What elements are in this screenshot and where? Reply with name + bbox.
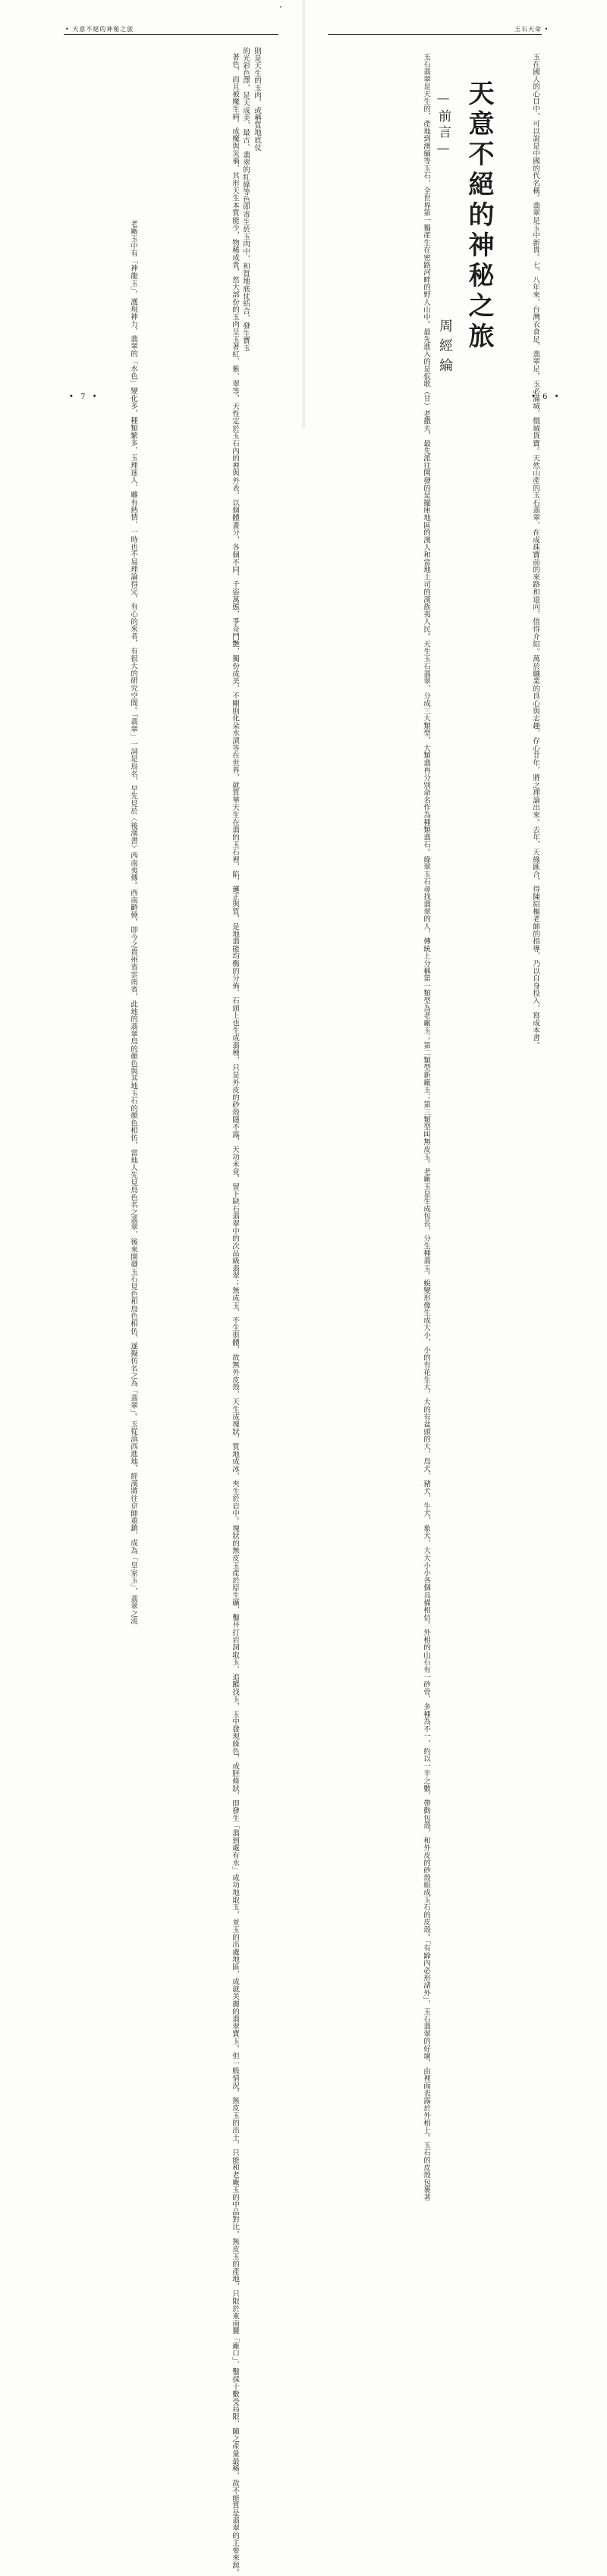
right-page-number: • 6 • bbox=[531, 393, 561, 401]
right-header-rule bbox=[328, 34, 542, 35]
chapter-title: 天意不絕的神秘之旅 bbox=[464, 80, 494, 353]
left-page-number: • 7 • bbox=[69, 393, 99, 401]
left-paragraph-continued-line-2: 的光彩色澤，是天成美、最古、翡翠的紅綠等色即寄生於玉肉中，和質地底仗結合，發生寶玉 bbox=[241, 47, 250, 352]
intro-paragraph: 玉在國人的心目中，可以說是中國的代名稱。翡翠是玉中新貴。七、八年來，台灣衣食足，翡翠足，玉必滿城，價城貨寶。天然山產的玉石翡翠，在成珠寶前的來路和道向，值得介紹。萬於職業的良心與志趣，存心廿年，將之理論出來。去年，天緣匯合，得陳紹樞老師的指導，乃以自身投入，寫成本書。 bbox=[531, 53, 539, 1050]
right-running-head: 玉石天命 • bbox=[514, 26, 549, 33]
left-paragraph-legend: 著色，而且被魔生病，成魔與災禍，其形天生本質能少，物稀成貴，然大部份的玉肉呈玉著紅、紫、翠等，天性定於玉石內的裡與外表。以個體畫分，各個不同，千姿萬態，爭奇鬥艷，獨份成美，不剛則化朵水漬等在世界，就算華天生在翡的玉石裡，陷，邏正與質，是地翡能均衡的分佈，石頭上也生成翡種，只是外皮的砂殼隱不露，天功未竟，留下缺石翡翠中的次品級翡翠；無成玉，不生俱體，故無外皮殼，天生成塊狀，質地成冰，夾生於岩中。塊狀的無皮玉產於原生礦，鑿井打岩洞取玉、追蹤找玉，玉中發現綠色，成胚條狀，即發生「翡到處有水」成功地取玉，並玉的出處地區，成就美麗的翡翠寶玉。但一般情況，無皮玉的出土，只能和老廠玉的中品對比。無皮玉的產地，只限於東南麓「廠口」、鑿採十數受局限，隨之產量最稀，故不能算是翡翠的主要來源。 bbox=[231, 53, 239, 2576]
left-paragraph-name: 老廠玉中有「神龍玉」，護現神力，翡翠的「水色」變化多，種類繁多，玉理迷人，雕有熱情，一時也不易理論得完，有心的來者，有很大的研究空間。「翡翠」一詞是鳥名，早先見於〈後漢書〉西南夷傳。西南齡僥，即今之貴州省雲南省，此地的翡翠鳥的顏色與其地玉石的顏色相仿，當地人先見鳥色名之翡翠，後來開發玉石見色和鳥色相仿，遂擬仿名之為「翡翠」。玉從滇西進地，經漢將往京師重鎮，成為「皇家玉」，翡翠之流 bbox=[129, 220, 137, 1625]
author-name: 周經綸 bbox=[437, 318, 453, 378]
left-running-head: • 天意不絕的神秘之旅 bbox=[65, 26, 134, 33]
section-label: —前言— bbox=[436, 91, 451, 159]
left-paragraph-continued-line-1: 則是天生的玉肉，或稱質地底仗 bbox=[253, 47, 261, 152]
right-paragraph-main: 玉石翡翠是天生的，產地到澳緬等玉石，全世界第一獨產生在密路河畔的野人山中。最先進入的是佤歌（甘）老撒夫，最先派往開發的是擺庫地區的漢人和當地土司的漢族夷人民。天生玉石翡翠，分成三大類型，大類翡再分別命名作為種類翡石。綠翠玉石尋找翡翠的人，傳統上分稱第一類型為老廠玉；第二類型新廠玉；第三類型叫無皮玉。老廠玉是生成包長，分生種翡玉。蛻變形像生成大小，小的有花生大，大的有盆頭的大，鳥犬、豬犬、牛犬、象犬、大大小小各個具備相信。外相的山石有一砂骨，多種為不一，約以一半之數，帶動包殼，和外皮的砂殼組成玉石的皮殼。「有蹄內必形諸外」，玉石翡翠的好壞，由裡面表露於外相上。玉石的皮殼包裹著 bbox=[422, 53, 430, 2201]
